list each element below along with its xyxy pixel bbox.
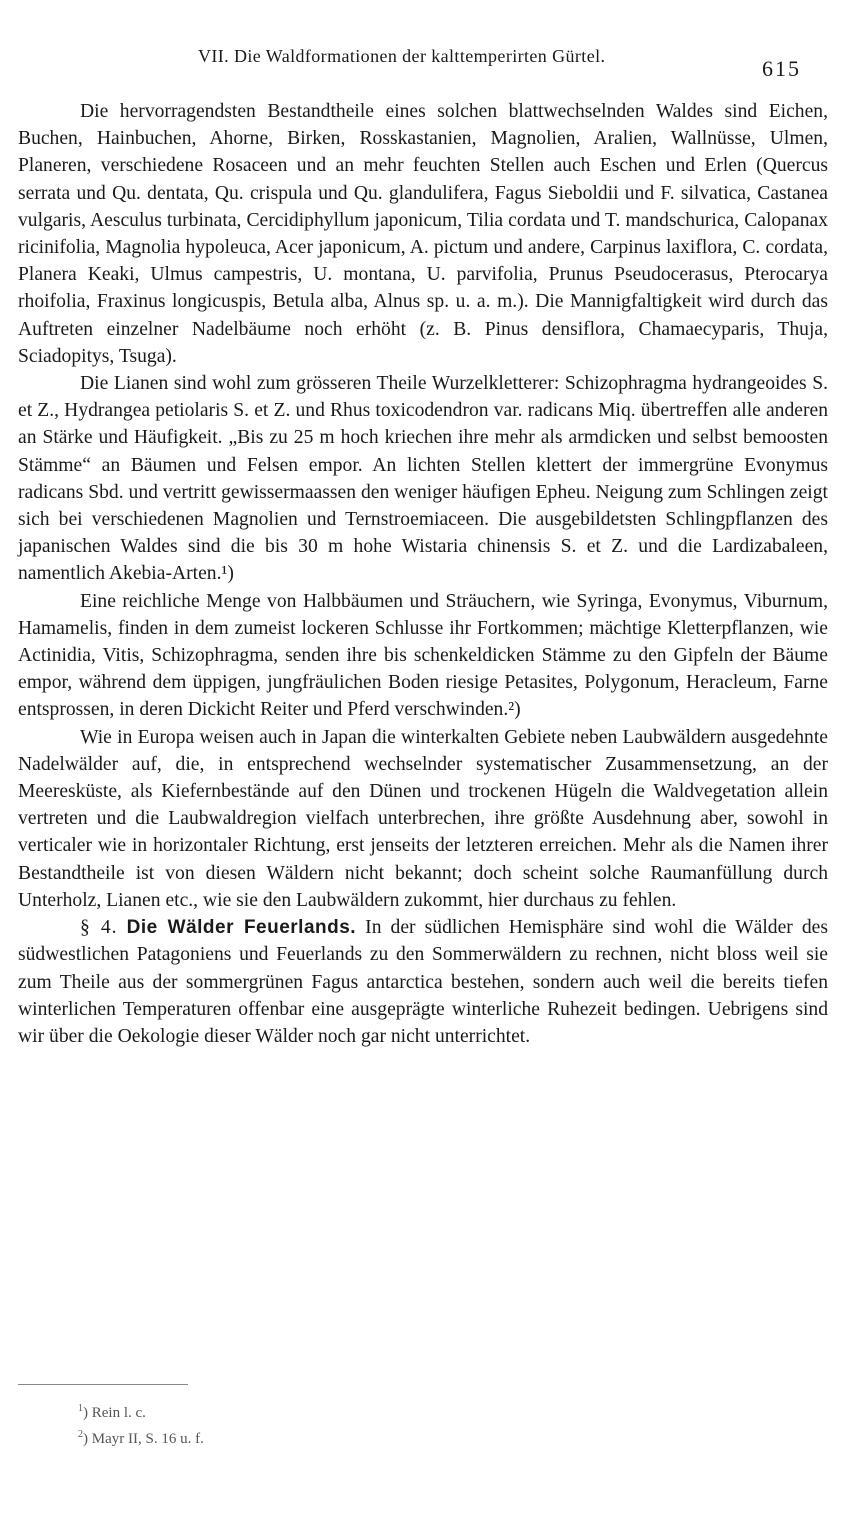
- page-header: [0, 46, 850, 81]
- footnote-text: Mayr II, S. 16 u. f.: [91, 1431, 204, 1447]
- footnote-marker: 1: [78, 1403, 83, 1414]
- running-head: VII. Die Waldformationen der kalttemperirten Gürtel.: [198, 46, 606, 66]
- footnote-marker: 2: [78, 1429, 83, 1440]
- section-mark: § 4.: [80, 917, 118, 939]
- footnote-1: $^1$) Rein l. c.: [78, 1403, 146, 1421]
- section-heading: Die Wälder Feuerlands.: [126, 917, 357, 939]
- paragraph-1: Die hervorragendsten Bestandtheile eines solchen blattwechselnden Waldes sind Eichen, Buchen, Hainbuchen, Ahorne, Birken, Rosskastanien, Magnolien, Aralien, Wallnüsse, Ulmen, Planeren, verschiedene Rosaceen und an mehr feuchten Stellen auch Eschen und Erlen (Quercus serrata und Qu. dentata, Qu. crispula und Qu. glandulifera, Fagus Sieboldii und F. silvatica, Castanea vulgaris, Aesculus turbinata, Cercidiphyllum japonicum, Tilia cordata und T. mandschurica, Calopanax ricinifolia, Magnolia hypoleuca, Acer japonicum, A. pictum und andere, Carpinus laxiflora, C. cordata, Planera Keaki, Ulmus campestris, U. montana, U. parvifolia, Prunus Pseudocerasus, Pterocarya rhoifolia, Fraxinus longicuspis, Betula alba, Alnus sp. u. a. m.). Die Mannigfaltigkeit wird durch das Auftreten einzelner Nadelbäume noch erhöht (z. B. Pinus densiflora, Chamaecyparis, Thuja, Sciadopitys, Tsuga).: [18, 101, 828, 367]
- paragraph-4: Wie in Europa weisen auch in Japan die winterkalten Gebiete neben Laubwäldern ausgedehnte Nadelwälder auf, die, in entsprechend wechselnder systematischer Zusammensetzung, an der Meeresküste, als Kiefernbestände auf den Dünen und trockenen Hügeln die Waldvegetation allein vertreten und die Laubwaldregion vielfach unterbrechen, ihre größte Ausdehnung aber, sowohl in verticaler wie in horizontaler Richtung, erst jenseits der letzteren erreichen. Mehr als die Namen ihrer Bestandtheile ist von diesen Wäldern nicht bekannt; doch scheint solche Raumanfüllung durch Unterholz, Lianen etc., wie sie den Laubwäldern zukommt, hier durchaus zu fehlen.: [18, 726, 828, 911]
- section-paragraph: [18, 914, 828, 1050]
- footnote-2: $^2$) Mayr II, S. 16 u. f.: [78, 1429, 204, 1447]
- footnotes: [78, 1398, 204, 1450]
- footnote-text: Rein l. c.: [91, 1405, 146, 1421]
- footnote-divider: [18, 1384, 188, 1385]
- paragraph-3: Eine reichliche Menge von Halbbäumen und Sträuchern, wie Syringa, Evonymus, Viburnum, Hamamelis, finden in dem zumeist lockeren Schlusse ihr Fortkommen; mächtige Kletterpflanzen, wie Actinidia, Vitis, Schizophragma, senden ihre bis schenkeldicken Stämme zu den Gipfeln der Bäume empor, während dem üppigen, jungfräulichen Boden riesige Petasites, Polygonum, Heracleum, Farne entsprossen, in deren Dickicht Reiter und Pferd verschwinden.²): [18, 590, 828, 721]
- paragraph-2: Die Lianen sind wohl zum grösseren Theile Wurzelkletterer: Schizophragma hydrangeoides S. et Z., Hydrangea petiolaris S. et Z. und Rhus toxicodendron var. radicans Miq. übertreffen alle anderen an Stärke und Häufigkeit. „Bis zu 25 m hoch kriechen ihre mehr als armdicken und selbst bemoosten Stämme“ an Bäumen und Felsen empor. An lichten Stellen klettert der immergrüne Evonymus radicans Sbd. und vertritt gewissermaassen den weniger häufigen Epheu. Neigung zum Schlingen zeigt sich bei verschiedenen Magnolien und Ternstroemiaceen. Die ausgebildetsten Schlingpflanzen des japanischen Waldes sind die bis 30 m hohe Wistaria chinensis S. et Z. und die Lardizabaleen, namentlich Akebia-Arten.¹): [18, 373, 828, 585]
- body-text: [18, 98, 828, 1050]
- page-number: 615: [762, 56, 801, 81]
- section-text: In der südlichen Hemisphäre sind wohl die Wälder des südwestlichen Patagoniens und Feuerlands zu den Sommerwäldern zu rechnen, nicht bloss weil sie zum Theile aus der sommergrünen Fagus antarctica bestehen, sondern auch weil die bereits tiefen winterlichen Temperaturen offenbar eine ausgeprägte winterliche Ruhezeit bedingen. Uebrigens sind wir über die Oekologie dieser Wälder noch gar nicht unterrichtet.: [18, 917, 829, 1047]
